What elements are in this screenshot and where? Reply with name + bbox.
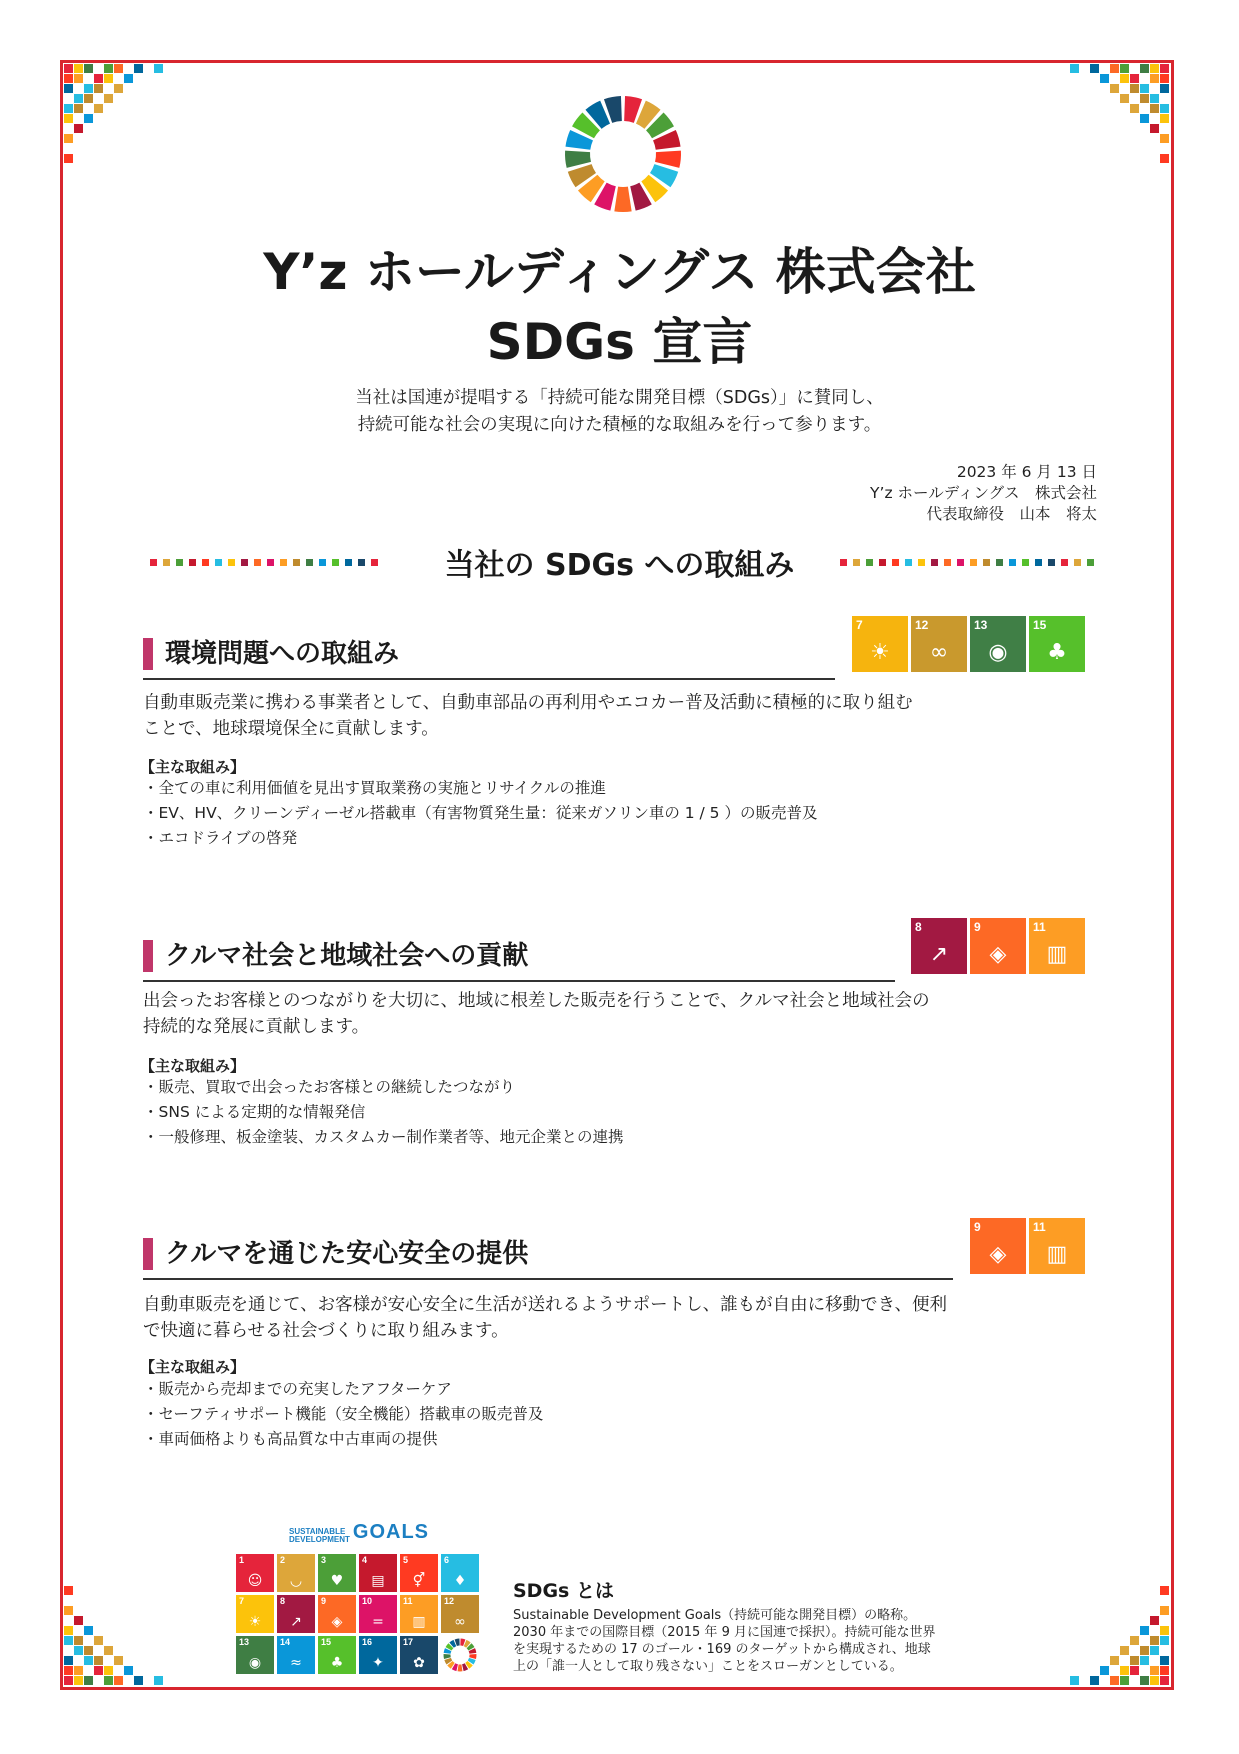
pixel-square <box>1150 94 1159 103</box>
pixel-square <box>84 94 93 103</box>
pixel-square <box>1130 1636 1139 1645</box>
page-subtitle: SDGs 宣言 <box>486 313 753 371</box>
pixel-square <box>1100 1666 1109 1675</box>
pixel-square <box>1120 1676 1129 1685</box>
pixel-square <box>1160 84 1169 93</box>
pixel-square <box>1130 104 1139 113</box>
pixel-square <box>1150 1636 1159 1645</box>
equal-icon: = <box>372 1614 384 1630</box>
pixel-square <box>1150 1676 1159 1685</box>
list-item: ・ EV、HV、クリーンディーゼル搭載車（有害物質発生量：従来ガソリン車の 1 / 5 ）の販売普及 <box>143 801 817 826</box>
pixel-square <box>114 84 123 93</box>
pixel-square <box>94 84 103 93</box>
pixel-square <box>1160 1656 1169 1665</box>
main-activities-label: 【主な取組み】 <box>140 1057 246 1075</box>
pixel-square <box>1100 74 1109 83</box>
pixel-square <box>1130 1666 1139 1675</box>
sdg-goal-15-tile <box>1029 616 1085 672</box>
pixel-square <box>1160 1586 1169 1595</box>
infinity-icon: ∞ <box>454 1614 466 1630</box>
divider-dot <box>905 559 912 566</box>
goal-number: 9 <box>974 1220 981 1234</box>
sdg-goal-icons <box>852 616 1085 672</box>
pixel-square <box>1070 64 1079 73</box>
pixel-square <box>1150 124 1159 133</box>
divider-dot <box>996 559 1003 566</box>
explanation-line: Sustainable Development Goals（持続可能な開発目標）の略称。 <box>513 1608 917 1623</box>
dove-icon: ✦ <box>372 1655 384 1671</box>
divider-dot <box>1022 559 1029 566</box>
divider-dot <box>1087 559 1094 566</box>
people-icon: ☺ <box>247 1573 263 1589</box>
city-icon: ▥ <box>1046 1242 1068 1267</box>
sdg-goal-7-tile <box>236 1595 274 1633</box>
section-underline <box>143 678 835 680</box>
pixel-square <box>74 1646 83 1655</box>
goal-number: 15 <box>321 1637 332 1647</box>
sdg-goal-9-tile <box>970 1218 1026 1274</box>
pixel-square <box>124 74 133 83</box>
sdg-goal-11-tile <box>1029 918 1085 974</box>
sdgs-explanation <box>513 1576 993 1675</box>
infinity-icon: ∞ <box>929 640 949 665</box>
pixel-square <box>1140 1676 1149 1685</box>
explanation-body <box>513 1607 993 1675</box>
goal-number: 8 <box>280 1596 286 1606</box>
fish-icon: ≈ <box>290 1655 302 1671</box>
divider-dot <box>931 559 938 566</box>
goal-number: 7 <box>856 618 863 632</box>
lead-line: 持続可能な社会の実現に向けた積極的な取組みを行って参ります。 <box>357 415 882 435</box>
pixel-square <box>1150 1646 1159 1655</box>
goal-number: 6 <box>444 1555 450 1565</box>
sdg-goal-icons <box>911 918 1085 974</box>
sun-icon: ☀ <box>248 1614 262 1630</box>
pixel-square <box>104 74 113 83</box>
section-description <box>143 690 1093 742</box>
section-title-community: クルマ社会と地域社会への貢献 <box>143 940 528 972</box>
wheel-segment <box>469 1654 476 1659</box>
lead-line: 当社は国連が提唱する「持続可能な開発目標（SDGs）」に賛同し、 <box>355 388 884 408</box>
sdg-goal-9-tile <box>318 1595 356 1633</box>
goal-number: 13 <box>974 618 988 632</box>
pixel-square <box>64 1586 73 1595</box>
pixel-square <box>1140 1626 1149 1635</box>
pixel-square <box>1150 104 1159 113</box>
date: 2023 年 6 月 13 日 <box>956 463 1097 481</box>
wheel-segment <box>458 1664 463 1671</box>
pixel-square <box>1160 1626 1169 1635</box>
pixel-square <box>1120 64 1129 73</box>
pixel-square <box>1150 64 1159 73</box>
goal-number: 4 <box>362 1555 368 1565</box>
wheel-segment <box>565 151 591 168</box>
sdg-goal-14-tile <box>277 1636 315 1674</box>
water-drop-icon: ♦ <box>453 1573 467 1589</box>
eye-earth-icon: ◉ <box>988 640 1008 665</box>
pixel-square <box>74 1616 83 1625</box>
pixel-square <box>1140 1646 1149 1655</box>
goal-number: 11 <box>1033 1220 1046 1234</box>
divider-dot <box>1074 559 1081 566</box>
divider-dot <box>840 559 847 566</box>
sdg-goal-7-tile <box>852 616 908 672</box>
tree-icon: ♣ <box>1047 640 1067 665</box>
pixel-square <box>74 64 83 73</box>
pixel-square <box>134 64 143 73</box>
pixel-square <box>1160 64 1169 73</box>
goal-number: 10 <box>362 1596 373 1606</box>
explanation-line: 上の「誰一人として取り残さない」ことをスローガンとしている。 <box>513 1659 903 1674</box>
page-title: Y’z ホールディングス 株式会社 <box>263 243 976 301</box>
pixel-square <box>94 1636 103 1645</box>
divider-dot <box>983 559 990 566</box>
pixel-square <box>64 1656 73 1665</box>
pixel-square <box>1160 1676 1169 1685</box>
divider-dot <box>1009 559 1016 566</box>
pixel-square <box>64 74 73 83</box>
corner-pixel-decoration <box>64 64 164 164</box>
pixel-square <box>1160 1606 1169 1615</box>
sdg-goal-4-tile <box>359 1554 397 1592</box>
gender-icon: ⚥ <box>412 1573 426 1589</box>
section-description <box>143 1292 1093 1344</box>
sdg-goal-17-tile <box>400 1636 438 1674</box>
sdg-goal-11-tile <box>1029 1218 1085 1274</box>
explanation-title: SDGs とは <box>513 1580 614 1602</box>
section-underline <box>143 980 895 982</box>
pixel-square <box>1160 154 1169 163</box>
activity-list <box>143 1377 543 1452</box>
goal-number: 13 <box>239 1637 250 1647</box>
city-icon: ▥ <box>1046 942 1068 967</box>
dotted-divider-right <box>840 559 1094 566</box>
wheel-segment <box>614 187 631 212</box>
pixel-square <box>134 1676 143 1685</box>
pixel-square <box>64 84 73 93</box>
sdg-goal-15-tile <box>318 1636 356 1674</box>
pixel-square <box>1150 1666 1159 1675</box>
logo-text-small: DEVELOPMENT <box>289 1535 350 1544</box>
pixel-square <box>1110 84 1119 93</box>
pixel-square <box>84 1646 93 1655</box>
wheel-segment <box>444 1654 451 1659</box>
goal-number: 1 <box>239 1555 245 1565</box>
corner-pixel-decoration <box>64 1586 164 1686</box>
list-item: ・ 車両価格よりも高品質な中古車両の提供 <box>143 1427 543 1452</box>
goal-number: 11 <box>1033 920 1046 934</box>
section-description <box>143 988 1093 1040</box>
pixel-square <box>1150 1616 1159 1625</box>
company-name: Y’z ホールディングス 株式会社 <box>870 484 1097 502</box>
description-line: 持続的な発展に貢献します。 <box>143 1017 370 1037</box>
pixel-square <box>154 1676 163 1685</box>
goal-number: 12 <box>915 618 929 632</box>
growth-chart-icon: ↗ <box>929 942 949 967</box>
pixel-square <box>1160 104 1169 113</box>
pixel-square <box>1110 1676 1119 1685</box>
pixel-square <box>1120 1646 1129 1655</box>
goal-number: 7 <box>239 1596 245 1606</box>
pixel-square <box>64 154 73 163</box>
pixel-square <box>64 1676 73 1685</box>
list-item: ・ 全ての車に利用価値を見出す買取業務の実施とリサイクルの推進 <box>143 776 817 801</box>
pixel-square <box>74 94 83 103</box>
pixel-square <box>74 74 83 83</box>
pixel-square <box>74 1676 83 1685</box>
corner-pixel-decoration <box>1070 1586 1170 1686</box>
divider-dot <box>853 559 860 566</box>
eye-earth-icon: ◉ <box>248 1655 262 1671</box>
divider-dot <box>1061 559 1068 566</box>
goal-number: 5 <box>403 1555 409 1565</box>
sdg-goal-8-tile <box>277 1595 315 1633</box>
pixel-square <box>64 104 73 113</box>
section-heading: 当社の SDGs への取組み <box>444 548 795 583</box>
sdg-goal-5-tile <box>400 1554 438 1592</box>
pixel-square <box>64 1626 73 1635</box>
tree-icon: ♣ <box>330 1655 344 1671</box>
logo-text-big: GOALS <box>352 1521 430 1543</box>
pixel-square <box>1140 84 1149 93</box>
pixel-square <box>1160 1666 1169 1675</box>
pixel-square <box>84 1626 93 1635</box>
list-item: ・ 販売から売却までの充実したアフターケア <box>143 1377 543 1402</box>
sdg-goal-12-tile <box>441 1595 479 1633</box>
pixel-square <box>154 64 163 73</box>
pixel-square <box>1130 84 1139 93</box>
pixel-square <box>1150 74 1159 83</box>
sdg-wheel-icon <box>563 94 683 214</box>
pixel-square <box>84 84 93 93</box>
pixel-square <box>104 1646 113 1655</box>
pixel-square <box>104 1666 113 1675</box>
goal-number: 17 <box>403 1637 414 1647</box>
section-title-environment: 環境問題への取組み <box>143 638 399 670</box>
pixel-square <box>114 1656 123 1665</box>
pixel-square <box>84 1676 93 1685</box>
goal-number: 9 <box>321 1596 327 1606</box>
sdg-wheel-icon <box>441 1636 479 1674</box>
pixel-square <box>94 1666 103 1675</box>
list-item: ・ SNS による定期的な情報発信 <box>143 1100 624 1125</box>
sdg-goal-13-tile <box>236 1636 274 1674</box>
pixel-square <box>1160 1636 1169 1645</box>
sun-icon: ☀ <box>870 640 890 665</box>
divider-dot <box>892 559 899 566</box>
flower-icon: ✿ <box>413 1655 425 1671</box>
pixel-square <box>1120 1666 1129 1675</box>
representative: 代表取締役 山本 将太 <box>926 505 1097 523</box>
goal-number: 9 <box>974 920 981 934</box>
logo-text-small: SUSTAINABLE <box>289 1527 346 1536</box>
description-line: ことで、地球環境保全に貢献します。 <box>143 719 439 739</box>
cubes-icon: ◈ <box>989 1242 1007 1267</box>
goal-number: 14 <box>280 1637 291 1647</box>
city-icon: ▥ <box>412 1614 426 1630</box>
divider-dot <box>879 559 886 566</box>
cubes-icon: ◈ <box>331 1614 343 1630</box>
pixel-square <box>84 1656 93 1665</box>
pixel-square <box>74 1636 83 1645</box>
pixel-square <box>1110 64 1119 73</box>
book-icon: ▤ <box>371 1573 385 1589</box>
main-activities-label: 【主な取組み】 <box>140 758 246 776</box>
divider-dot <box>957 559 964 566</box>
sdg-goal-9-tile <box>970 918 1026 974</box>
sdg-goal-1-tile <box>236 1554 274 1592</box>
pixel-square <box>64 1666 73 1675</box>
sdg-goal-13-tile <box>970 616 1026 672</box>
pixel-square <box>1090 1676 1099 1685</box>
pixel-square <box>74 104 83 113</box>
description-line: 自動車販売を通じて、お客様が安心安全に生活が送れるようサポートし、誰もが自由に移動でき、便利 <box>143 1295 947 1315</box>
sdg-goal-2-tile <box>277 1554 315 1592</box>
pixel-square <box>1160 134 1169 143</box>
pixel-square <box>94 104 103 113</box>
list-item: ・ 一般修理、板金塗装、カスタムカー制作業者等、地元企業との連携 <box>143 1125 624 1150</box>
pixel-square <box>84 64 93 73</box>
sdg-goal-6-tile <box>441 1554 479 1592</box>
corner-pixel-decoration <box>1070 64 1170 164</box>
wheel-segment <box>655 151 681 168</box>
goal-number: 15 <box>1033 618 1047 632</box>
pixel-square <box>74 1666 83 1675</box>
pixel-square <box>1120 74 1129 83</box>
pixel-square <box>94 74 103 83</box>
pixel-square <box>64 114 73 123</box>
sdg-wheel-icon <box>441 1636 479 1674</box>
section-title-safety: クルマを通じた安心安全の提供 <box>143 1238 528 1270</box>
pixel-square <box>114 64 123 73</box>
cubes-icon: ◈ <box>989 942 1007 967</box>
sdg-goals-grid <box>236 1554 479 1674</box>
pixel-square <box>1070 1676 1079 1685</box>
sdg-goal-icons <box>970 1218 1085 1274</box>
sdg-goal-3-tile <box>318 1554 356 1592</box>
divider-dot <box>1035 559 1042 566</box>
signature-block <box>870 462 1097 525</box>
pixel-square <box>1130 1656 1139 1665</box>
sdg-goal-10-tile <box>359 1595 397 1633</box>
sdg-goal-16-tile <box>359 1636 397 1674</box>
goal-number: 3 <box>321 1555 327 1565</box>
sdg-logo <box>289 1521 429 1544</box>
pixel-square <box>64 134 73 143</box>
section-underline <box>143 1278 953 1280</box>
divider-dot <box>918 559 925 566</box>
heartbeat-icon: ♥ <box>330 1573 344 1589</box>
growth-chart-icon: ↗ <box>290 1614 302 1630</box>
description-line: 出会ったお客様とのつながりを大切に、地域に根差した販売を行うことで、クルマ社会と地域社会の <box>143 991 930 1011</box>
pixel-square <box>1140 114 1149 123</box>
goal-number: 12 <box>444 1596 455 1606</box>
pixel-square <box>114 1676 123 1685</box>
list-item: ・ エコドライブの啓発 <box>143 826 817 851</box>
divider-dot <box>866 559 873 566</box>
pixel-square <box>1130 74 1139 83</box>
explanation-line: を実現するための 17 のゴール・169 のターゲットから構成され、地球 <box>513 1642 931 1657</box>
sdg-goal-11-tile <box>400 1595 438 1633</box>
activity-list <box>143 1075 624 1150</box>
divider-dot <box>1048 559 1055 566</box>
pixel-square <box>94 1656 103 1665</box>
pixel-square <box>1160 114 1169 123</box>
pixel-square <box>1160 74 1169 83</box>
description-line: 自動車販売業に携わる事業者として、自動車部品の再利用やエコカー普及活動に積極的に取り組む <box>143 693 913 713</box>
pixel-square <box>64 1636 73 1645</box>
pixel-square <box>64 1606 73 1615</box>
list-item: ・ 販売、買取で出会ったお客様との継続したつながり <box>143 1075 624 1100</box>
activity-list <box>143 776 817 851</box>
pixel-square <box>1140 94 1149 103</box>
pixel-square <box>104 64 113 73</box>
pixel-square <box>104 1676 113 1685</box>
goal-number: 16 <box>362 1637 373 1647</box>
lead-text <box>0 385 1239 439</box>
main-activities-label: 【主な取組み】 <box>140 1358 246 1376</box>
bowl-icon: ◡ <box>289 1573 303 1589</box>
goal-number: 2 <box>280 1555 286 1565</box>
pixel-square <box>1140 1656 1149 1665</box>
pixel-square <box>124 1666 133 1675</box>
pixel-square <box>1090 64 1099 73</box>
pixel-square <box>64 64 73 73</box>
pixel-square <box>84 114 93 123</box>
pixel-square <box>1120 94 1129 103</box>
goal-number: 11 <box>403 1596 413 1606</box>
list-item: ・ セーフティサポート機能（安全機能）搭載車の販売普及 <box>143 1402 543 1427</box>
pixel-square <box>74 124 83 133</box>
goal-number: 8 <box>915 920 922 934</box>
pixel-square <box>104 94 113 103</box>
pixel-square <box>1110 1656 1119 1665</box>
sdg-goal-12-tile <box>911 616 967 672</box>
explanation-line: 2030 年までの国際目標（2015 年 9 月に国連で採択）。持続可能な世界 <box>513 1625 936 1640</box>
description-line: で快適に暮らせる社会づくりに取り組みます。 <box>143 1321 509 1341</box>
divider-dot <box>944 559 951 566</box>
sdg-goal-8-tile <box>911 918 967 974</box>
divider-dot <box>970 559 977 566</box>
pixel-square <box>1140 64 1149 73</box>
